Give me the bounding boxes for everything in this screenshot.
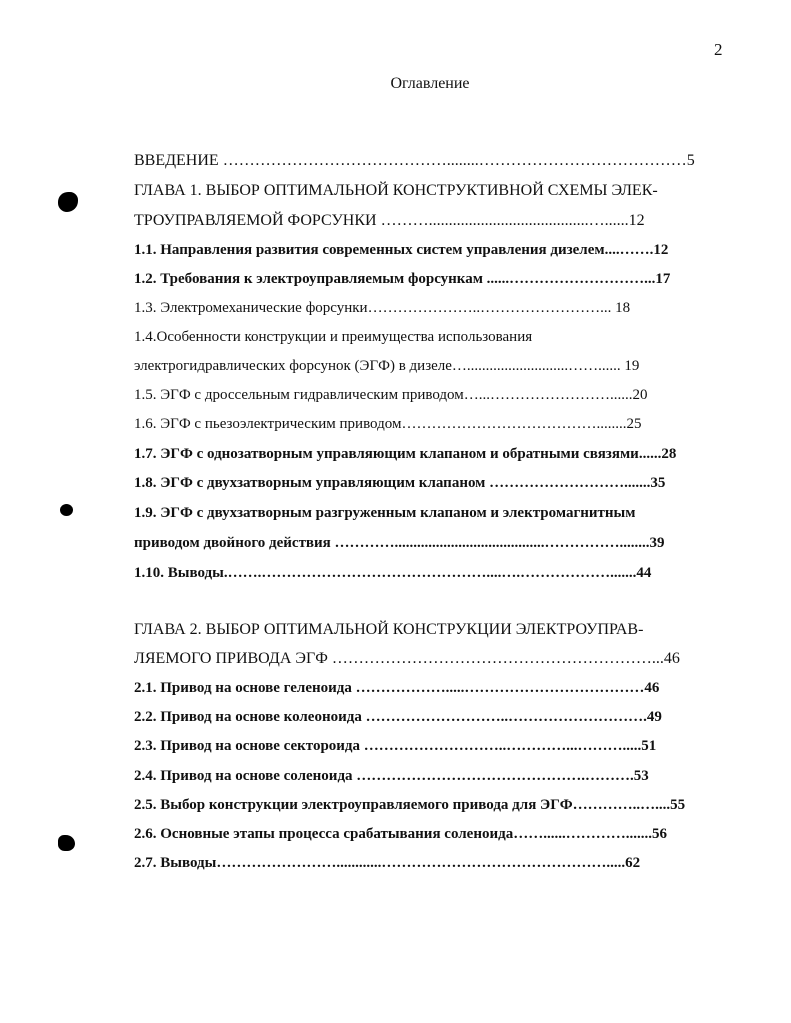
toc-chapter-1-line-2: ТРОУПРАВЛЯЕМОЙ ФОРСУНКИ ………........................................…......12: [134, 212, 645, 229]
toc-item-1-10: 1.10. Выводы.…….………………………………………....….……………….......44: [134, 565, 652, 581]
toc-item-1-9-line-2: приводом двойного действия …………........................................……………........39: [134, 535, 665, 551]
toc-item-2-4: 2.4. Привод на основе соленоида ……………………………………….……….53: [134, 768, 649, 784]
toc-item-2-5: 2.5. Выбор конструкции электроуправляемого привода для ЭГФ…………..…....55: [134, 797, 686, 813]
toc-item-2-2: 2.2. Привод на основе колеоноида ………………………..……………………….49: [134, 709, 662, 725]
page-number: 2: [714, 40, 723, 59]
toc-item-1-4-line-1: 1.4.Особенности конструкции и преимущества использования: [134, 329, 533, 345]
toc-chapter-2-line-2: ЛЯЕМОГО ПРИВОДА ЭГФ ……………………………………………………...46: [134, 650, 680, 667]
ink-blot-3: [58, 835, 75, 851]
toc-item-1-5: 1.5. ЭГФ с дроссельным гидравлическим приводом…...……………………......20: [134, 387, 648, 403]
toc-chapter-2-line-1: ГЛАВА 2. ВЫБОР ОПТИМАЛЬНОЙ КОНСТРУКЦИИ ЭЛЕКТРОУПРАВ-: [134, 621, 644, 638]
toc-item-2-7: 2.7. Выводы……………………............……………………………………….....62: [134, 855, 641, 871]
toc-item-1-1: 1.1. Направления развития современных систем управления дизелем....…….12: [134, 242, 669, 258]
toc-item-1-7: 1.7. ЭГФ с однозатворным управляющим клапаном и обратными связями......28: [134, 446, 677, 462]
toc-chapter-1-line-1: ГЛАВА 1. ВЫБОР ОПТИМАЛЬНОЙ КОНСТРУКТИВНОЙ СХЕМЫ ЭЛЕК-: [134, 182, 658, 199]
toc-item-1-9-line-1: 1.9. ЭГФ с двухзатворным разгруженным клапаном и электромагнитным: [134, 505, 636, 521]
toc-item-1-2: 1.2. Требования к электроуправляемым форсункам ......………………………...17: [134, 271, 671, 287]
ink-blot-1: [58, 192, 78, 212]
ink-blot-2: [60, 504, 73, 516]
toc-introduction: ВВЕДЕНИЕ ……………………………………........…………………………………5: [134, 152, 695, 169]
toc-item-1-3: 1.3. Электромеханические форсунки…………………..……………………... 18: [134, 300, 631, 316]
page-title: Оглавление: [390, 75, 470, 92]
toc-item-2-6: 2.6. Основные этапы процесса срабатывания соленоида……......………….......56: [134, 826, 667, 842]
toc-item-1-4-line-2: электрогидравлических форсунок (ЭГФ) в дизеле…...........................……...... 19: [134, 358, 640, 374]
toc-item-1-6: 1.6. ЭГФ с пьезоэлектрическим приводом…………………………………........25: [134, 416, 642, 432]
toc-item-1-8: 1.8. ЭГФ с двухзатворным управляющим клапаном ……………………….......35: [134, 475, 666, 491]
toc-item-2-1: 2.1. Привод на основе геленоида ……………….....………………………………46: [134, 680, 660, 696]
toc-item-2-3: 2.3. Привод на основе сектороида ………………………..…………...……….....51: [134, 738, 657, 754]
